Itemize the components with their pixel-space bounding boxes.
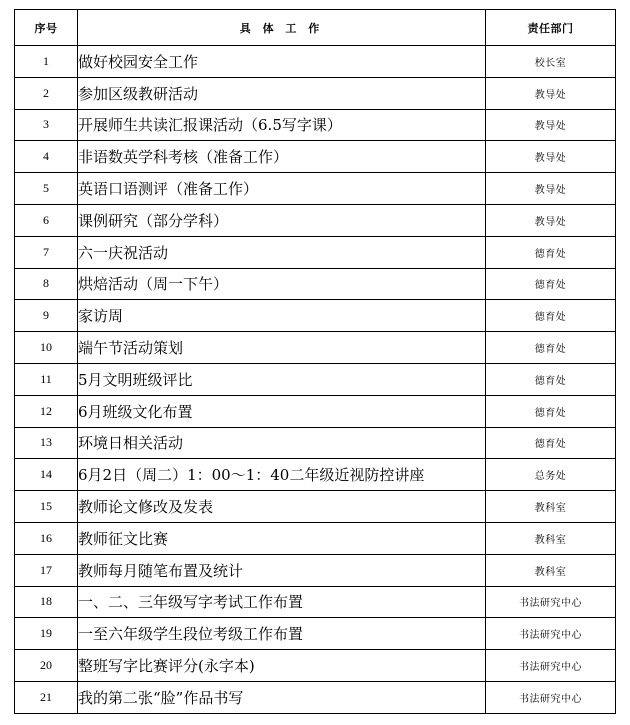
table-row bbox=[15, 681, 616, 713]
row-department: 教科室 bbox=[486, 554, 616, 586]
row-task: 英语口语测评（准备工作） bbox=[78, 173, 486, 205]
table-row bbox=[15, 109, 616, 141]
row-department: 书法研究中心 bbox=[486, 586, 616, 618]
table-row bbox=[15, 522, 616, 554]
row-department: 书法研究中心 bbox=[486, 618, 616, 650]
row-department: 教导处 bbox=[486, 109, 616, 141]
table-row bbox=[15, 204, 616, 236]
row-number: 19 bbox=[15, 618, 78, 650]
row-department: 德育处 bbox=[486, 236, 616, 268]
row-number: 11 bbox=[15, 363, 78, 395]
row-department: 总务处 bbox=[486, 459, 616, 491]
row-number: 2 bbox=[15, 77, 78, 109]
row-department: 德育处 bbox=[486, 300, 616, 332]
row-department: 德育处 bbox=[486, 268, 616, 300]
row-number: 8 bbox=[15, 268, 78, 300]
row-number: 10 bbox=[15, 332, 78, 364]
row-department: 书法研究中心 bbox=[486, 650, 616, 682]
row-task: 5月文明班级评比 bbox=[78, 363, 486, 395]
row-task: 六一庆祝活动 bbox=[78, 236, 486, 268]
row-task: 课例研究（部分学科） bbox=[78, 204, 486, 236]
row-number: 3 bbox=[15, 109, 78, 141]
row-department: 德育处 bbox=[486, 363, 616, 395]
row-number: 13 bbox=[15, 427, 78, 459]
row-task: 开展师生共读汇报课活动（6.5写字课） bbox=[78, 109, 486, 141]
table-row bbox=[15, 300, 616, 332]
table-row bbox=[15, 141, 616, 173]
row-task: 非语数英学科考核（准备工作） bbox=[78, 141, 486, 173]
table-row bbox=[15, 332, 616, 364]
row-department: 教导处 bbox=[486, 141, 616, 173]
row-task: 参加区级教研活动 bbox=[78, 77, 486, 109]
table-row bbox=[15, 236, 616, 268]
table-row bbox=[15, 395, 616, 427]
row-department: 教导处 bbox=[486, 204, 616, 236]
row-task: 一至六年级学生段位考级工作布置 bbox=[78, 618, 486, 650]
row-department: 教导处 bbox=[486, 77, 616, 109]
work-schedule-table bbox=[14, 9, 616, 714]
header-number: 序号 bbox=[15, 10, 78, 46]
table-row bbox=[15, 618, 616, 650]
row-task: 端午节活动策划 bbox=[78, 332, 486, 364]
row-department: 德育处 bbox=[486, 427, 616, 459]
row-task: 家访周 bbox=[78, 300, 486, 332]
table-row bbox=[15, 363, 616, 395]
row-number: 16 bbox=[15, 522, 78, 554]
row-number: 20 bbox=[15, 650, 78, 682]
row-task: 环境日相关活动 bbox=[78, 427, 486, 459]
row-number: 15 bbox=[15, 491, 78, 523]
row-number: 21 bbox=[15, 681, 78, 713]
row-department: 书法研究中心 bbox=[486, 681, 616, 713]
table-body bbox=[15, 46, 616, 714]
row-number: 4 bbox=[15, 141, 78, 173]
table-row bbox=[15, 268, 616, 300]
header-department: 责任部门 bbox=[486, 10, 616, 46]
table-row bbox=[15, 427, 616, 459]
row-task: 一、二、三年级写字考试工作布置 bbox=[78, 586, 486, 618]
table-header-row bbox=[15, 10, 616, 46]
row-task: 教师论文修改及发表 bbox=[78, 491, 486, 523]
row-number: 12 bbox=[15, 395, 78, 427]
table-row bbox=[15, 173, 616, 205]
table-row bbox=[15, 459, 616, 491]
row-department: 德育处 bbox=[486, 332, 616, 364]
row-task: 教师征文比赛 bbox=[78, 522, 486, 554]
row-task: 整班写字比赛评分(永字本) bbox=[78, 650, 486, 682]
row-department: 教科室 bbox=[486, 522, 616, 554]
row-department: 教导处 bbox=[486, 173, 616, 205]
table-row bbox=[15, 650, 616, 682]
row-number: 1 bbox=[15, 46, 78, 78]
row-department: 校长室 bbox=[486, 46, 616, 78]
table-row bbox=[15, 491, 616, 523]
table-row bbox=[15, 586, 616, 618]
row-task: 6月2日（周二）1：00～1：40二年级近视防控讲座 bbox=[78, 459, 486, 491]
row-department: 教科室 bbox=[486, 491, 616, 523]
row-number: 9 bbox=[15, 300, 78, 332]
row-task: 6月班级文化布置 bbox=[78, 395, 486, 427]
row-task: 教师每月随笔布置及统计 bbox=[78, 554, 486, 586]
row-task: 烘焙活动（周一下午） bbox=[78, 268, 486, 300]
row-task: 我的第二张“脸”作品书写 bbox=[78, 681, 486, 713]
row-number: 7 bbox=[15, 236, 78, 268]
header-task: 具 体 工 作 bbox=[78, 10, 486, 46]
row-number: 5 bbox=[15, 173, 78, 205]
row-department: 德育处 bbox=[486, 395, 616, 427]
row-number: 6 bbox=[15, 204, 78, 236]
row-number: 18 bbox=[15, 586, 78, 618]
row-number: 17 bbox=[15, 554, 78, 586]
row-task: 做好校园安全工作 bbox=[78, 46, 486, 78]
table-row bbox=[15, 77, 616, 109]
row-number: 14 bbox=[15, 459, 78, 491]
table-row bbox=[15, 46, 616, 78]
table-row bbox=[15, 554, 616, 586]
